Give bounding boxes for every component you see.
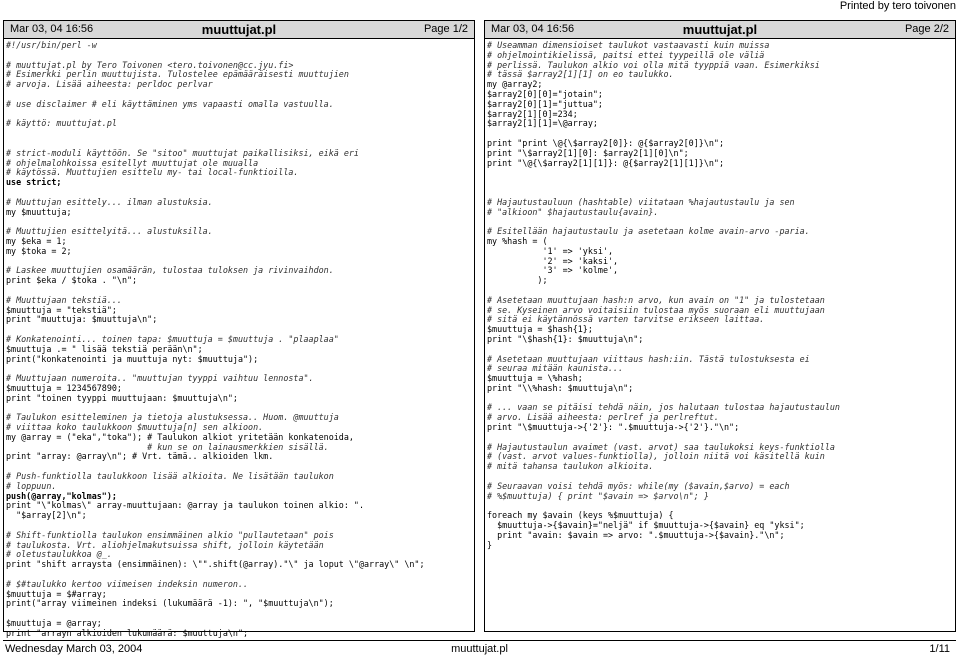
footer-divider [3,640,956,641]
code-line [6,129,474,139]
code-line [487,178,955,188]
code-line: foreach my $avain (keys %$muuttuja) { [487,510,674,521]
code-line: $array2[1][0]=234; [487,108,578,119]
code-line: $array2[0][1]="juttua"; [487,98,603,109]
code-comment-line: # Muuttujaan numeroita.. "muuttujan tyyppi vaihtuu lennosta". [6,373,314,384]
code-comment-line: # sitä ei käytännössä varten tarvitse erikseen laittaa. [487,314,765,325]
code-comment-line: # Seuraavan voisi tehdä myös: while(my ($avain,$arvo) = each [487,480,790,491]
code-comment-line: # %$muuttuja) { print "$avain => $arvo\n"; } [487,490,709,501]
code-comment-line: # oletustaulukkoa @_. [6,549,112,560]
code-line: '1' => 'yksi', [487,245,614,256]
code-comment-line: #!/usr/bin/perl -w [6,40,97,50]
code-line: print "\"kolmas\" array-muuttujaan: @array ja taulukon toinen alkio: ". [6,500,364,511]
code-line: $muuttuja .= " lisää tekstiä perään\n"; [6,343,203,354]
code-line: my $eka = 1; [6,235,67,246]
header-filename: muuttujat.pl [201,22,277,37]
code-line: my $toka = 2; [6,245,72,256]
code-line: print("array viimeinen indeksi (lukumäärä -1): ", "$muuttuja\n"); [6,598,334,609]
code-comment-line: # Push-funktiolla taulukkoon lisää alkioita. Ne lisätään taulukon [6,471,334,482]
code-comment-line: # käytössä. Muuttujien esittelu my- tai local-funktioilla. [6,167,299,178]
code-line: } [487,539,493,550]
code-line: print "\@{\$array2[1][1]}: @{$array2[1][1]}\n"; [487,157,724,168]
footer-filename: muuttujat.pl [451,643,508,655]
code-comment-line: # Useamman dimensioiset taulukot vastaavasti kuin muissa [487,40,770,50]
code-comment-line: # Esitellään hajautustaulu ja asetetaan kolme avain-arvo -paria. [487,226,810,237]
code-line: print "avain: $avain => arvo: ".$muuttuja->{$avain}."\n"; [487,529,785,540]
code-comment-line: # se. Kyseinen arvo voitaisiin tulostaa myös suoraan eli muuttujaan [487,304,825,315]
code-page-1 [3,20,475,638]
code-line: my %hash = ( [487,235,548,246]
code-line: print("konkatenointi ja muuttuja nyt: $muuttuja"); [6,353,259,364]
code-line: use strict; [6,177,62,188]
code-comment-line: # Esimerkki perlin muuttujista. Tulostelee epämääräisesti muuttujien [6,69,349,80]
code-line: print "print \@{\$array2[0]}: @{$array2[0]}\n"; [487,137,724,148]
footer-sheet-number: 1/11 [929,643,950,655]
code-line: "$array[2]\n"; [6,510,87,521]
code-comment-line: # loppuun. [6,480,57,491]
code-comment-line: # perlissä. Taulukon alkio voi olla mitä tyyppiä vaan. Esimerkiksi [487,59,820,70]
code-line: $muuttuja = "tekstiä"; [6,304,117,315]
code-comment-line: # Shift-funktiolla taulukon ensimmäinen alkio "pullautetaan" pois [6,529,334,540]
printed-by-label: Printed by tero toivonen [839,0,956,12]
header-date: Mar 03, 04 16:56 [491,23,575,35]
code-comment-line: # Asetetaan muuttujaan viittaus hash:iin. Tästä tulostuksesta ei [487,353,810,364]
page-header [485,21,955,39]
code-comment-line: # (vast. arvot values-funktiolla), jolloin niitä voi käsitellä kuin [487,451,825,462]
code-comment-line: # "alkioon" $hajautustaulu{avain}. [487,206,659,217]
code-page-2 [484,20,956,632]
code-comment-line: # taulukosta. Vrt. aliohjelmakutsuissa shift, jolloin käytetään [6,539,324,550]
code-line: $muuttuja->{$avain}="neljä" if $muuttuja->{$avain} eq "yksi"; [487,520,805,531]
code-comment-line: # Muuttujan esittely... ilman alustuksia. [6,196,213,207]
page-header [4,21,474,39]
code-comment-line: # kun se on lainausmerkkien sisällä. [6,441,329,452]
code-comment-line: # $#taulukko kertoo viimeisen indeksin numeron.. [6,578,249,589]
code-comment-line: # käyttö: muuttujat.pl [6,118,117,129]
code-line: print "toinen tyyppi muuttujaan: $muuttuja\n"; [6,392,238,403]
code-comment-line: # Konkatenointi... toinen tapa: $muuttuja = $muuttuja . "plaaplaa" [6,333,339,344]
code-line: $muuttuja = 1234567890; [6,382,122,393]
code-line: push(@array,"kolmas"); [6,490,117,501]
code-line: $muuttuja = \%hash; [487,373,583,384]
code-comment-line: # use disclaimer # eli käyttäminen yms vapaasti omalla vastuulla. [6,98,334,109]
code-comment-line: # Asetetaan muuttujaan hash:n arvo, kun avain on "1" ja tulostetaan [487,294,825,305]
code-comment-line: # ... vaan se pitäisi tehdä näin, jos halutaan tulostaa hajautustaulun [487,402,840,413]
code-comment-line: # ohjelmointikielissä, paitsi ettei tyypeillä ole väliä [487,49,765,60]
code-line: print "\$hash{1}: $muuttuja\n"; [487,333,644,344]
code-line: $array2[1][1]=\@array; [487,118,598,129]
code-comment-line: # strict-moduli käyttöön. Se "sitoo" muuttujat paikallisiksi, eikä eri [6,147,359,158]
code-comment-line: # seuraa mitään kaunista... [487,363,624,374]
code-line: ); [487,275,548,286]
code-line: print $eka / $toka . "\n"; [6,275,138,286]
code-listing [485,39,955,550]
header-filename: muuttujat.pl [682,22,758,37]
code-comment-line: # Taulukon esitteleminen ja tietoja alustuksessa.. Huom. @muuttuja [6,412,339,423]
code-comment-line: # ohjelmalohkoissa esitellyt muuttujat ole muualla [6,157,259,168]
code-line: my $muuttuja; [6,206,72,217]
code-line: my @array = ("eka","toka"); # Taulukon alkiot yritetään konkatenoida, [6,431,354,442]
code-line: my @array2; [487,79,543,90]
code-line: print "muuttuja: $muuttuja\n"; [6,314,158,325]
code-comment-line: # arvoja. Lisää aiheesta: perldoc perlvar [6,79,213,90]
code-line: print "arrayn alkioiden lukumäärä: $muuttuja\n"; [6,627,249,638]
code-comment-line: # muuttujat.pl by Tero Toivonen <tero.toivonen@cc.jyu.fi> [6,59,294,70]
code-line: $muuttuja = $#array; [6,588,107,599]
code-listing [4,39,474,639]
code-line: print "array: @array\n"; # Vrt. tämä.. alkioiden lkm. [6,451,274,462]
code-comment-line: # Hajautustauluun (hashtable) viitataan %hajautustaulu ja sen [487,196,795,207]
code-line: print "shift arraysta (ensimmäinen): \"".shift(@array)."\" ja loput \"@array\" \n"; [6,559,425,570]
code-comment-line: # Muuttujaan tekstiä... [6,294,122,305]
code-comment-line: # Hajautustaulun avaimet (vast. arvot) saa taulukoksi keys-funktiolla [487,441,835,452]
code-comment-line: # Laskee muuttujien osamäärän, tulostaa tuloksen ja rivinvaihdon. [6,265,334,276]
code-comment-line: # viittaa koko taulukkoon $muuttuja[n] sen alkioon. [6,422,264,433]
code-comment-line: # mitä tahansa taulukon alkioita. [487,461,654,472]
header-page-number: Page 1/2 [423,23,468,35]
code-comment-line: # tässä $array2[1][1] on eo taulukko. [487,69,674,80]
code-line: $muuttuja = @array; [6,618,102,629]
code-line [487,168,955,178]
code-line: '3' => 'kolme', [487,265,619,276]
code-comment-line: # arvo. Lisää aiheesta: perlref ja perlreftut. [487,412,719,423]
code-line: $muuttuja = $hash{1}; [487,324,593,335]
header-page-number: Page 2/2 [904,23,949,35]
code-line: print "\\%hash: $muuttuja\n"; [487,382,634,393]
code-line: print "\$array2[1][0]: $array2[1][0]\n"; [487,147,689,158]
code-line: print "\$muuttuja->{'2'}: ".$muuttuja->{'2'}."\n"; [487,422,740,433]
code-comment-line: # Muuttujien esittelyitä... alustuksilla. [6,226,213,237]
code-line: '2' => 'kaksi', [487,255,619,266]
header-date: Mar 03, 04 16:56 [10,23,94,35]
footer-date: Wednesday March 03, 2004 [5,643,143,655]
code-line: $array2[0][0]="jotain"; [487,88,603,99]
